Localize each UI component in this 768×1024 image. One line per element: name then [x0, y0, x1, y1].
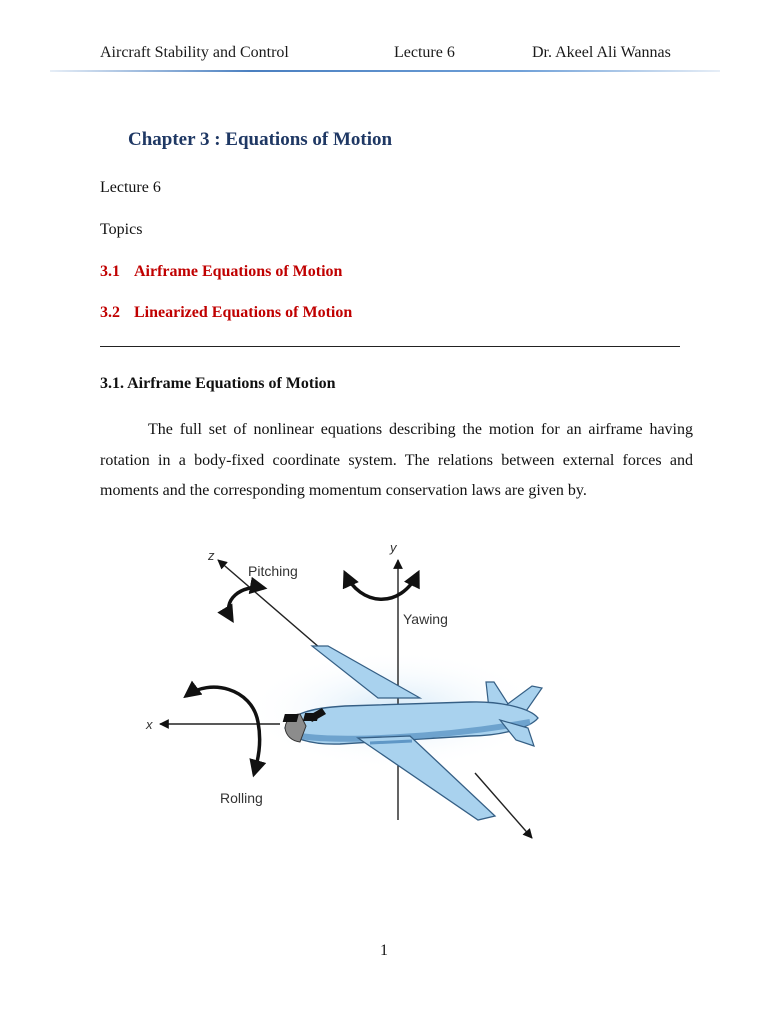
rolling-arrow [186, 687, 260, 774]
pitching-label: Pitching [248, 563, 298, 579]
topics-label: Topics [100, 221, 143, 238]
x-axis-label: x [146, 717, 153, 732]
aircraft-wing-shade [370, 741, 412, 743]
header-lecture: Lecture 6 [394, 44, 455, 61]
y-axis-label: y [390, 540, 397, 555]
topic-title: Airframe Equations of Motion [134, 263, 343, 280]
yawing-arrow [345, 573, 418, 599]
aircraft-window [283, 714, 299, 722]
z-axis-label: z [208, 548, 215, 563]
section-heading: 3.1. Airframe Equations of Motion [100, 375, 336, 392]
section-separator [100, 346, 680, 347]
topic-item [100, 304, 352, 322]
aircraft-window [303, 713, 319, 721]
page-number: 1 [380, 942, 388, 959]
aircraft-axes-figure [140, 538, 560, 848]
lecture-label: Lecture 6 [100, 179, 161, 196]
topic-item [100, 263, 342, 281]
header-author: Dr. Akeel Ali Wannas [532, 44, 671, 61]
topic-number: 3.1 [100, 263, 120, 280]
yawing-label: Yawing [403, 611, 448, 627]
chapter-title: Chapter 3 : Equations of Motion [128, 129, 393, 150]
header-rule [50, 70, 720, 72]
topic-title: Linearized Equations of Motion [134, 304, 353, 321]
topic-number: 3.2 [100, 304, 120, 321]
pitching-arrow [229, 587, 264, 620]
header-course-title: Aircraft Stability and Control [100, 44, 289, 61]
body-paragraph: The full set of nonlinear equations describing the motion for an airframe having rotation in a body-fixed coordinate system. The relations between external forces and moments and the corresponding momentum conservation laws are given by. [100, 421, 693, 499]
rolling-label: Rolling [220, 790, 263, 806]
